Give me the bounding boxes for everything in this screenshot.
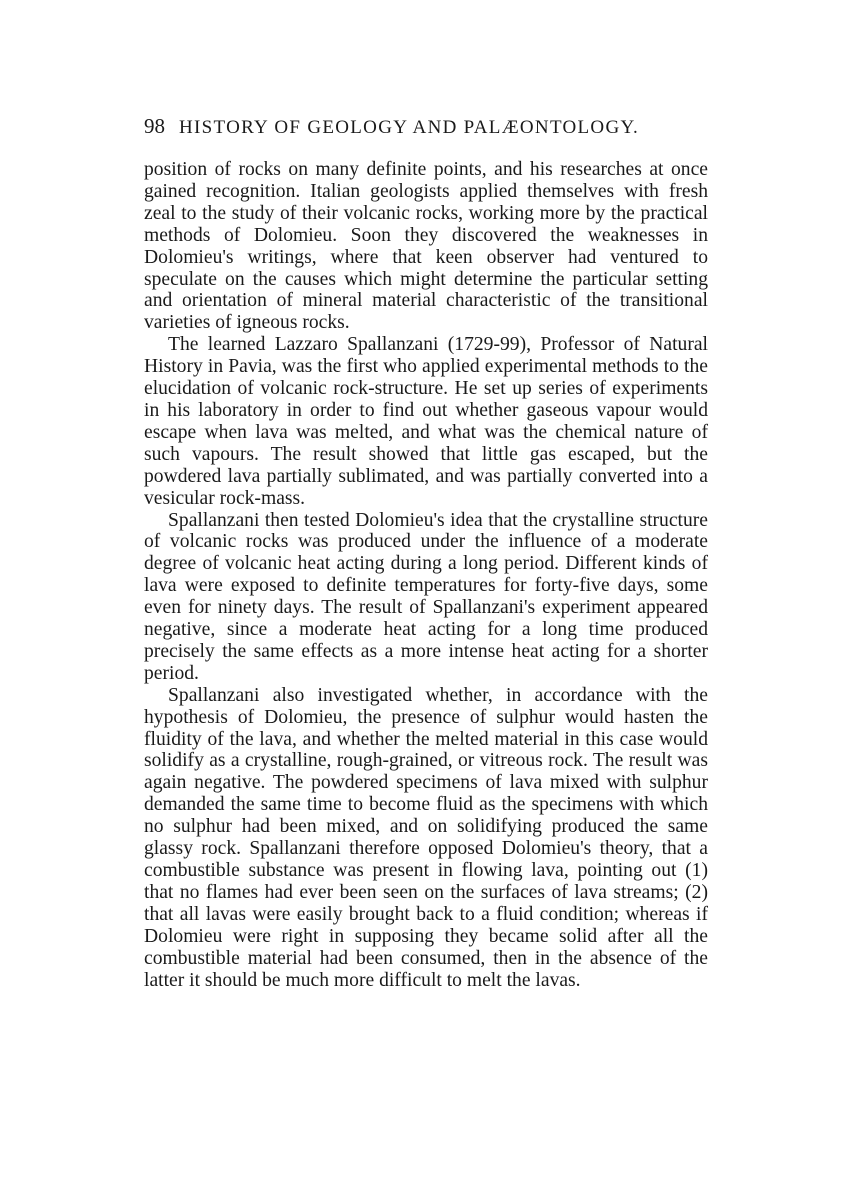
book-page <box>144 114 708 991</box>
running-head-title: HISTORY OF GEOLOGY AND PALÆONTOLOGY. <box>179 117 640 138</box>
page-number: 98 <box>144 114 165 138</box>
body-text <box>144 159 708 991</box>
paragraph: Spallanzani then tested Dolomieu's idea that the crystalline structure of volcanic rocks was produced under the influence of a moderate degree of volcanic heat acting during a long period. Different kinds of lava were exposed to definite temperatures for forty-five days, some even for ninety days. The result of Spallanzani's experiment appeared negative, since a moderate heat acting for a long time produced precisely the same effects as a more intense heat acting for a shorter period. <box>144 509 708 684</box>
paragraph: The learned Lazzaro Spallanzani (1729-99), Professor of Natural History in Pavia, was the first who applied experimental methods to the elucidation of volcanic rock-structure. He set up series of experiments in his laboratory in order to find out whether gaseous vapour would escape when lava was melted, and what was the chemical nature of such vapours. The result showed that little gas escaped, but the powdered lava partially sublimated, and was partially converted into a vesicular rock-mass. <box>144 334 708 509</box>
paragraph-continuation: position of rocks on many definite points, and his researches at once gained recognition. Italian geologists applied themselves with fresh zeal to the study of their volcanic rocks, working more by the practical methods of Dolomieu. Soon they discovered the weaknesses in Dolomieu's writings, where that keen observer had ventured to speculate on the causes which might determine the particular setting and orientation of mineral material characteristic of the transitional varieties of igneous rocks. <box>144 159 708 334</box>
running-head <box>144 114 708 139</box>
paragraph: Spallanzani also investigated whether, in accordance with the hypothesis of Dolomieu, the presence of sulphur would hasten the fluidity of the lava, and whether the melted material in this case would solidify as a crystalline, rough-grained, or vitreous rock. The result was again negative. The powdered specimens of lava mixed with sulphur demanded the same time to become fluid as the specimens with which no sulphur had been mixed, and on solidifying produced the same glassy rock. Spallanzani therefore opposed Dolomieu's theory, that a combustible substance was present in flowing lava, pointing out (1) that no flames had ever been seen on the surfaces of lava streams; (2) that all lavas were easily brought back to a fluid condition; whereas if Dolomieu were right in supposing they became solid after all the combustible material had been consumed, then in the absence of the latter it should be much more difficult to melt the lavas. <box>144 684 708 991</box>
